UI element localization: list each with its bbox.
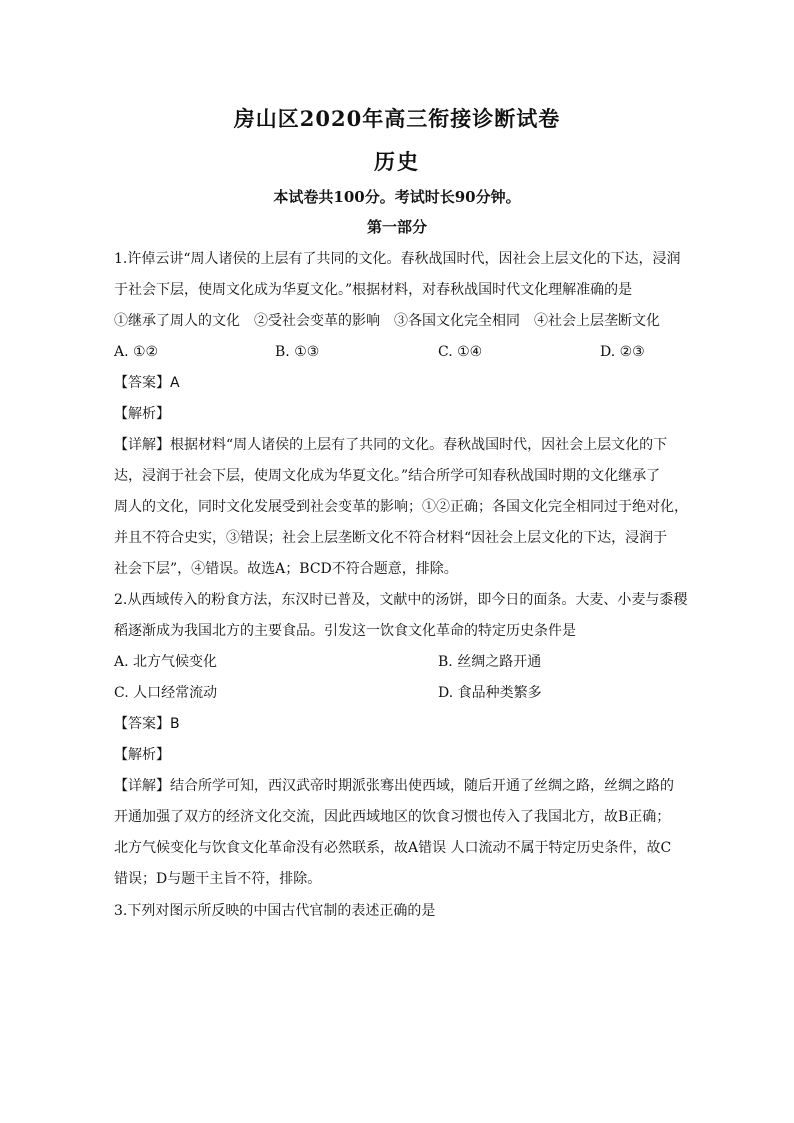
q2-answer: 【答案】B — [114, 716, 180, 732]
q1-detail-line-3: 周人的文化，同时文化发展受到社会变革的影响；①②正确；各国文化完全相同过于绝对化， — [114, 499, 688, 515]
q2-analysis-label: 【解析】 — [114, 747, 170, 763]
q1-detail-line-4: 并且不符合史实，③错误；社会上层垄断文化不符合材料“因社会上层文化的下达，浸润于 — [114, 530, 668, 546]
q1-stem-line-2: 于社会下层，使周文化成为华夏文化。”根据材料，对春秋战国时代文化理解准确的是 — [114, 282, 633, 298]
subject-title: 历史 — [374, 149, 420, 174]
q2-option-d: D. 食品种类繁多 — [438, 685, 542, 701]
q1-detail-line-1: 【详解】根据材料“周人诸侯的上层有了共同的文化。春秋战国时代，因社会上层文化的下 — [114, 437, 668, 453]
q2-stem-line-2: 稻逐渐成为我国北方的主要食品。引发这一饮食文化革命的特定历史条件是 — [114, 623, 576, 639]
q1-detail-line-2: 达，浸润于社会下层，使周文化成为华夏文化。”结合所学可知春秋战国时期的文化继承了 — [114, 468, 661, 484]
exam-info: 本试卷共100分。考试时长90分钟。 — [273, 188, 521, 206]
q1-option-b: B. ①③ — [275, 344, 320, 360]
section-title: 第一部分 — [366, 218, 427, 236]
q2-option-a: A. 北方气候变化 — [114, 654, 218, 670]
q1-option-a: A. ①② — [114, 344, 159, 360]
q1-detail-line-5: 社会下层”，④错误。故选A；BCD不符合题意，排除。 — [114, 561, 458, 577]
q1-analysis-label: 【解析】 — [114, 406, 170, 422]
q1-statements: ①继承了周人的文化 ②受社会变革的影响 ③各国文化完全相同 ④社会上层垄断文化 — [114, 313, 660, 329]
q1-option-d: D. ②③ — [600, 344, 645, 360]
q2-option-b: B. 丝绸之路开通 — [438, 654, 542, 670]
q2-detail-line-3: 北方气候变化与饮食文化革命没有必然联系，故A错误 人口流动不属于特定历史条件，故C — [114, 840, 672, 856]
q1-option-c: C. ①④ — [438, 344, 483, 360]
q1-answer: 【答案】A — [114, 375, 180, 391]
q2-detail-line-4: 错误；D与题干主旨不符，排除。 — [114, 871, 322, 887]
q1-stem-line-1: 1.许倬云讲“周人诸侯的上层有了共同的文化。春秋战国时代，因社会上层文化的下达，浸润 — [114, 251, 681, 267]
q2-detail-line-2: 开通加强了双方的经济文化交流，因此西域地区的饮食习惯也传入了我国北方，故B正确； — [114, 809, 671, 825]
q2-detail-line-1: 【详解】结合所学可知，西汉武帝时期派张骞出使西域，随后开通了丝绸之路，丝绸之路的 — [114, 778, 674, 794]
q2-stem-line-1: 2.从西域传入的粉食方法，东汉时已普及，文献中的汤饼，即今日的面条。大麦、小麦与黍稷 — [114, 592, 688, 608]
q2-option-c: C. 人口经常流动 — [114, 685, 218, 701]
q3-stem-line-1: 3.下列对图示所反映的中国古代官制的表述正确的是 — [114, 903, 436, 919]
exam-title: 房山区2020年高三衔接诊断试卷 — [233, 106, 561, 131]
